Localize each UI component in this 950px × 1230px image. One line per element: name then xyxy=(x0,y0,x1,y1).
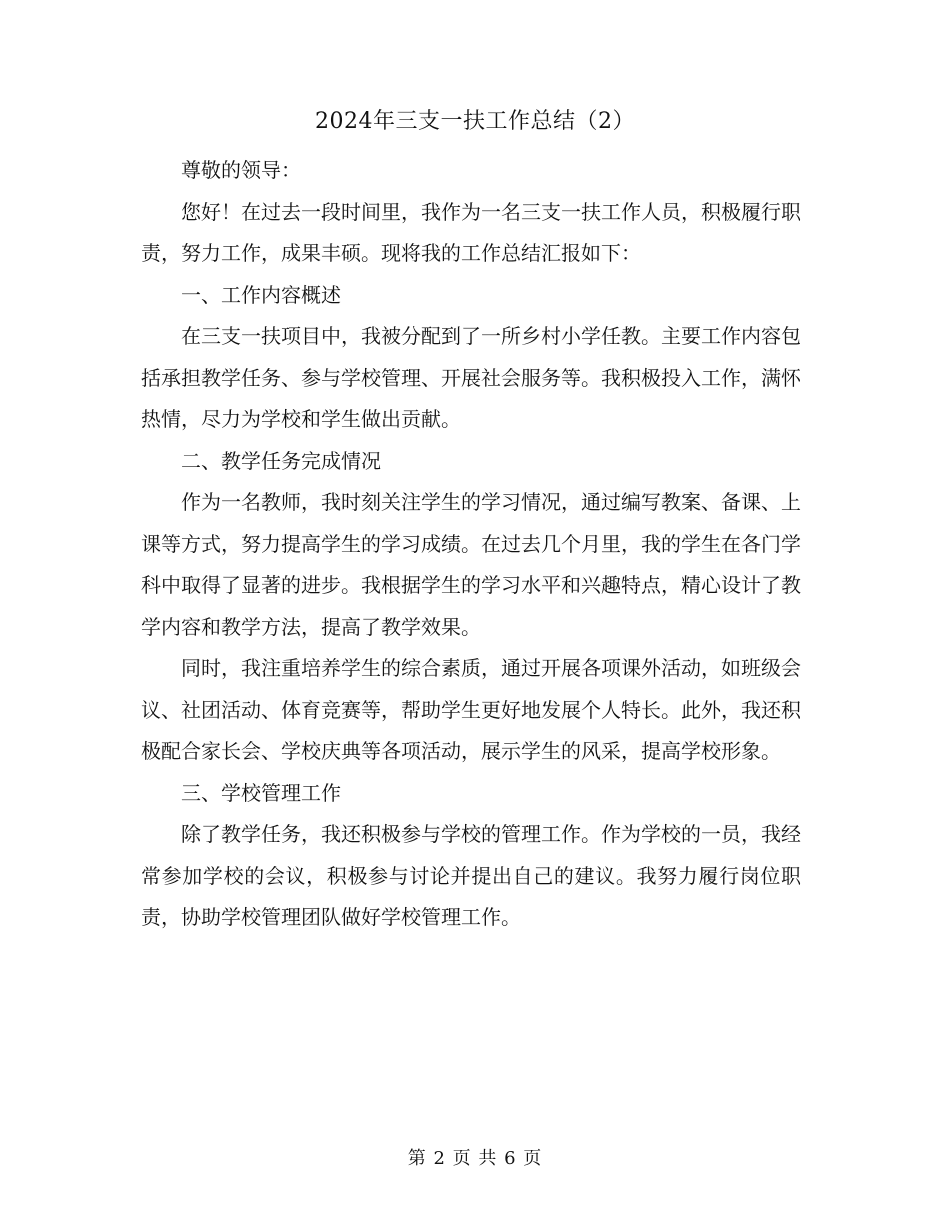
intro-paragraph: 您好！在过去一段时间里，我作为一名三支一扶工作人员，积极履行职责，努力工作，成果丰硕。现将我的工作总结汇报如下： xyxy=(141,199,801,265)
page-number-footer: 第 2 页 共 6 页 xyxy=(407,1148,543,1169)
section-2-paragraph-2: 同时，我注重培养学生的综合素质，通过开展各项课外活动，如班级会议、社团活动、体育竞赛等，帮助学生更好地发展个人特长。此外，我还积极配合家长会、学校庆典等各项活动，展示学生的风采，提高学校形象。 xyxy=(141,656,801,763)
section-1-paragraph-1: 在三支一扶项目中，我被分配到了一所乡村小学任教。主要工作内容包括承担教学任务、参与学校管理、开展社会服务等。我积极投入工作，满怀热情，尽力为学校和学生做出贡献。 xyxy=(141,324,801,431)
document-title: 2024年三支一扶工作总结（2） xyxy=(315,109,635,134)
section-heading-2: 二、教学任务完成情况 xyxy=(181,448,381,473)
section-heading-3: 三、学校管理工作 xyxy=(181,780,341,805)
greeting: 尊敬的领导： xyxy=(181,158,301,182)
section-2-paragraph-1: 作为一名教师，我时刻关注学生的学习情况，通过编写教案、备课、上课等方式，努力提高学生的学习成绩。在过去几个月里，我的学生在各门学科中取得了显著的进步。我根据学生的学习水平和兴趣特点，精心设计了教学内容和教学方法，提高了教学效果。 xyxy=(141,490,801,639)
document-body xyxy=(141,150,801,939)
section-3-paragraph-1: 除了教学任务，我还积极参与学校的管理工作。作为学校的一员，我经常参加学校的会议，积极参与讨论并提出自己的建议。我努力履行岗位职责，协助学校管理团队做好学校管理工作。 xyxy=(141,822,801,929)
section-heading-1: 一、工作内容概述 xyxy=(181,282,341,307)
